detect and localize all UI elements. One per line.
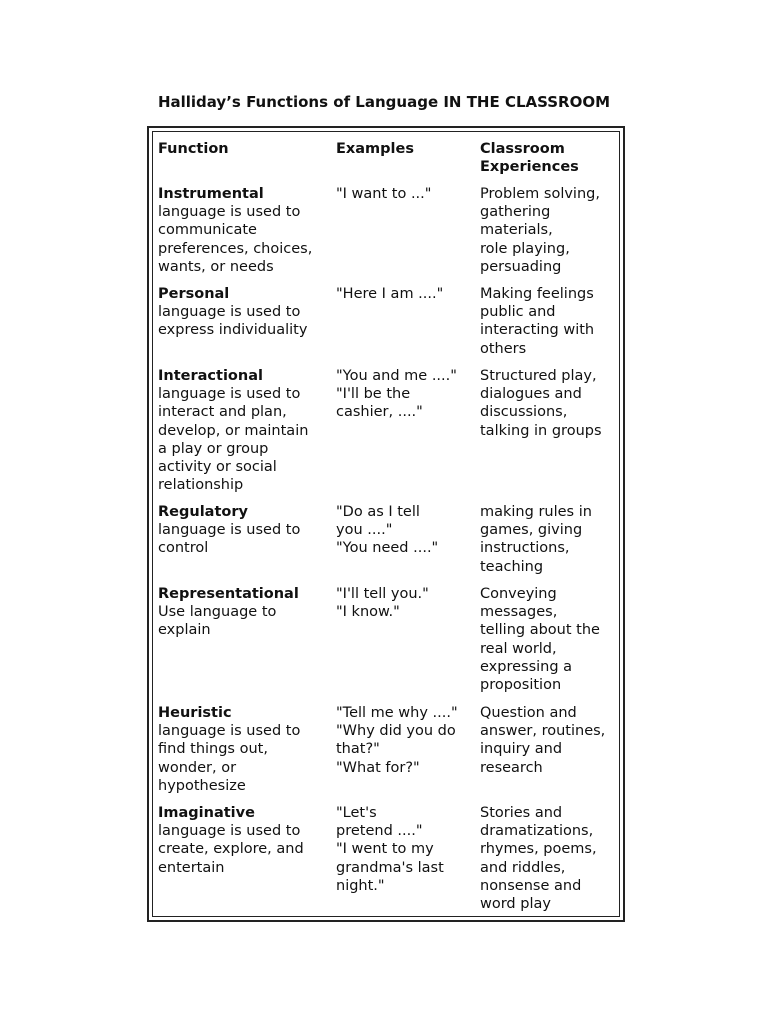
function-description: language is used to control: [158, 522, 301, 557]
header-examples: Examples: [336, 141, 414, 157]
experiences-cell: Structured play, dialogues and discussions, talking in groups: [480, 368, 602, 439]
function-description: language is used to create, explore, and entertain: [158, 823, 304, 876]
experiences-cell: Conveying messages, telling about the real world, expressing a proposition: [480, 586, 600, 694]
examples-cell: "Tell me why ...." "Why did you do that?" "What for?": [336, 705, 458, 776]
examples-cell: "Here I am ....": [336, 286, 444, 302]
header-classroom-experiences: Classroom Experiences: [480, 141, 579, 176]
function-cell: [158, 704, 328, 795]
function-name: Interactional: [158, 368, 263, 384]
table-inner-border: [152, 131, 620, 917]
function-name: Representational: [158, 586, 299, 602]
function-cell: [158, 585, 328, 640]
function-description: language is used to find things out, wonder, or hypothesize: [158, 723, 301, 794]
document-title: Halliday’s Functions of Language IN THE CLASSROOM: [157, 93, 611, 111]
examples-cell: "I'll tell you." "I know.": [336, 586, 429, 621]
functions-table: [147, 126, 625, 922]
experiences-cell: making rules in games, giving instructions, teaching: [480, 504, 592, 575]
function-name: Regulatory: [158, 504, 248, 520]
experiences-cell: Making feelings public and interacting with others: [480, 286, 595, 357]
function-description: language is used to express individuality: [158, 304, 308, 339]
experiences-cell: Stories and dramatizations, rhymes, poems, and riddles, nonsense and word play: [480, 805, 597, 913]
function-cell: [158, 185, 328, 276]
examples-cell: "I want to ...": [336, 186, 432, 202]
function-description: Use language to explain: [158, 604, 277, 639]
function-name: Instrumental: [158, 186, 264, 202]
function-cell: [158, 503, 328, 558]
examples-cell: "You and me ...." "I'll be the cashier, ....": [336, 368, 457, 421]
function-name: Imaginative: [158, 805, 255, 821]
experiences-cell: Question and answer, routines, inquiry and research: [480, 705, 606, 776]
function-description: language is used to interact and plan, develop, or maintain a play or group activity or social relationship: [158, 386, 309, 494]
function-name: Personal: [158, 286, 230, 302]
function-cell: [158, 804, 328, 877]
examples-cell: "Let's pretend ...." "I went to my grandma's last night.": [336, 805, 444, 894]
examples-cell: "Do as I tell you ...." "You need ....": [336, 504, 439, 557]
function-description: language is used to communicate preferences, choices, wants, or needs: [158, 204, 313, 275]
function-name: Heuristic: [158, 705, 232, 721]
experiences-cell: Problem solving, gathering materials, role playing, persuading: [480, 186, 600, 275]
header-function: Function: [158, 141, 229, 157]
function-cell: [158, 285, 328, 340]
function-cell: [158, 367, 328, 494]
